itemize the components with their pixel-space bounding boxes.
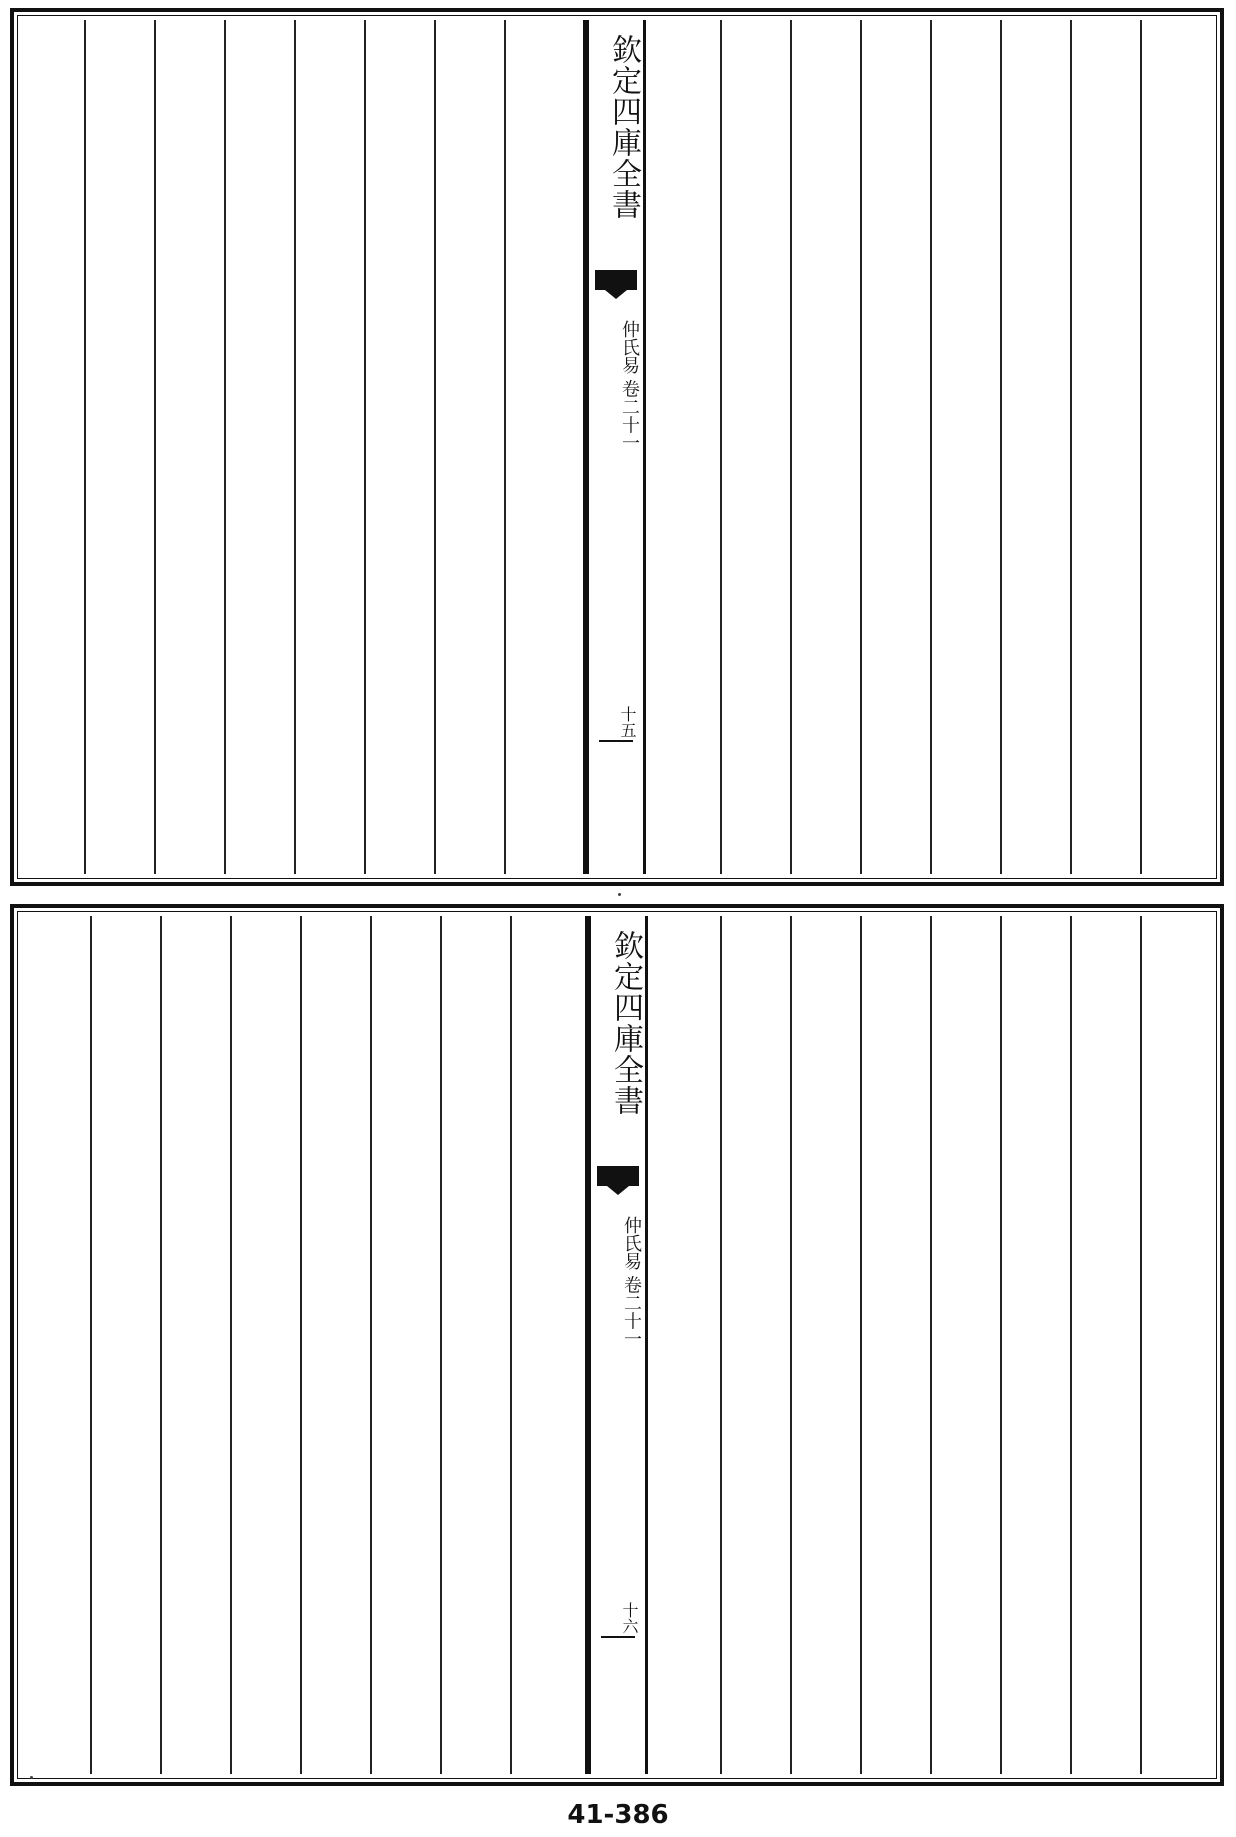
fold-title: 欽定四庫全書 <box>608 930 643 1116</box>
text-column <box>232 916 302 1774</box>
fold-rule <box>601 1636 635 1638</box>
ink-speck <box>30 1776 33 1779</box>
fold-rule <box>599 740 633 742</box>
center-fold <box>588 916 648 1774</box>
text-column <box>1002 916 1072 1774</box>
text-column <box>1142 20 1220 874</box>
text-column <box>442 916 512 1774</box>
text-column <box>1072 20 1142 874</box>
text-column <box>722 916 792 1774</box>
text-column <box>366 20 436 874</box>
text-column <box>722 20 792 874</box>
text-column <box>792 916 862 1774</box>
text-column <box>1072 916 1142 1774</box>
text-column <box>302 916 372 1774</box>
center-fold <box>586 20 646 874</box>
text-column <box>932 20 1002 874</box>
text-column <box>14 916 92 1774</box>
fish-tail-mark <box>597 1166 639 1186</box>
text-column <box>862 20 932 874</box>
text-column <box>792 20 862 874</box>
text-column <box>162 916 232 1774</box>
text-column <box>436 20 506 874</box>
book-label: 仲氏易 卷二十一 <box>621 1216 642 1348</box>
leaf-number: 十六 <box>620 1602 639 1634</box>
page-leaf-top <box>10 8 1224 886</box>
text-column <box>92 916 162 1774</box>
text-column <box>932 916 1002 1774</box>
page-leaf-bottom <box>10 904 1224 1786</box>
text-column <box>512 916 588 1774</box>
page-number: 41-386 <box>567 1800 669 1830</box>
text-column <box>14 20 86 874</box>
text-column <box>296 20 366 874</box>
book-label: 仲氏易 卷二十一 <box>619 320 640 452</box>
leaf-number: 十五 <box>618 706 637 738</box>
fish-tail-mark <box>595 270 637 290</box>
ink-speck <box>618 893 621 896</box>
text-column <box>1142 916 1220 1774</box>
text-column <box>86 20 156 874</box>
text-column <box>862 916 932 1774</box>
text-column <box>506 20 586 874</box>
text-column <box>226 20 296 874</box>
text-column <box>156 20 226 874</box>
text-column <box>646 20 722 874</box>
text-column <box>1002 20 1072 874</box>
text-column <box>372 916 442 1774</box>
fold-title: 欽定四庫全書 <box>606 34 641 220</box>
text-column <box>648 916 722 1774</box>
